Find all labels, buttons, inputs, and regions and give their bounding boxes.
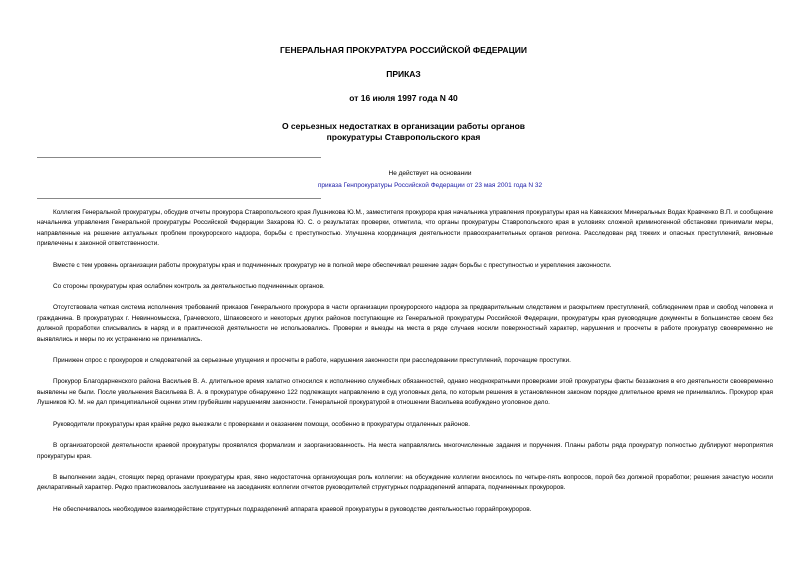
paragraph: Со стороны прокуратуры края ослаблен контроль за деятельностью подчиненных органов. <box>53 283 325 291</box>
document-date-number: от 16 июля 1997 года N 40 <box>349 93 458 103</box>
document-title <box>0 121 807 143</box>
paragraph: Вместе с тем уровень организации работы прокуратуры края и подчиненных прокуратур не в полной мере обеспечивал решение задач борьбы с преступностью и укрепления законности. <box>53 261 612 269</box>
paragraph: Руководители прокуратуры края крайне редко выезжали с проверками и оказанием помощи, особенно в прокуратуры отдаленных районов. <box>53 420 470 428</box>
paragraph: Коллегия Генеральной прокуратуры, обсудив отчеты прокурора Ставропольского края Лушникова Ю.М., заместителя прокурора края начальника управления прокуратуры края на Кавказских Минеральных Водах Кравченко В.П. и сообщение начальника управления Генеральной прокуратуры Российской Федерации Захарова Ю. С. о результатах проверки, отметила, что органы прокуратуры Ставропольского края в условиях сложной криминогенной обстановки принимали меры, направленные на решение актуальных проблем прокурорского надзора, борьбы с преступностью. Улучшена координация деятельности правоохранительных органов региона. Расследован ряд тяжких и опасных преступлений, виновные привлечены к законной ответственности. <box>37 209 773 248</box>
paragraph: Не обеспечивалось необходимое взаимодействие структурных подразделений аппарата краевой прокуратуры в руководстве деятельностью горрайпрокуроров. <box>53 505 532 513</box>
validity-status-link-wrap <box>280 182 580 189</box>
document-type: ПРИКАЗ <box>386 69 421 79</box>
paragraph: Прокурор Благодарненского района Васильев В. А. длительное время халатно относился к исполнению служебных обязанностей, однако неоднократными проверками этой прокуратуры факты беззакония в его деятельности своевременно выявлены не были. После увольнения Васильева В. А. в прокуратуре обнаружено 122 подлежащих направлению в суд уголовных дела, по которым решения в установленном законом порядке длительное время не принимались. Прокурор края Лушников Ю. М. не дал принципиальной оценки этим грубейшим нарушениям законности. Генеральной прокуратурой в отношении Васильева возбуждено уголовное дело. <box>37 378 773 407</box>
repeal-order-link[interactable]: приказа Генпрокуратуры Российской Федерации от 23 мая 2001 года N 32 <box>317 182 543 189</box>
paragraph: В выполнении задач, стоящих перед органами прокуратуры края, явно недостаточна организующая роль коллегии: на обсуждение коллегии вносилось по четыре-пять вопросов, порой без должной проработки; решения зачастую носили декларативный характер. Редко практиковалось заслушивание на заседаниях коллегии отчетов руководителей структурных подразделений аппарата, подчиненных прокуроров. <box>37 473 773 492</box>
issuing-organization: ГЕНЕРАЛЬНАЯ ПРОКУРАТУРА РОССИЙСКОЙ ФЕДЕРАЦИИ <box>280 45 527 55</box>
paragraph: Отсутствовала четкая система исполнения требований приказов Генерального прокурора в части организации прокурорского надзора за предварительным следствием и раскрытием преступлений, соблюдением прав и свобод человека и гражданина. В прокуратурах г. Невинномысска, Грачевского, Шпаковского и некоторых других районов поступающие из Генеральной прокуратуры Российской Федерации, прокуратуры края руководящие документы в большинстве своем без должной проработки списывались в наряд и в практической деятельности не использовались. Проверки и выезды на места в ряде случаев носили поверхностный характер, нарушения и просчеты в работе прокуратур своевременно не выявлялись и меры по их устранению не принимались. <box>37 304 773 343</box>
validity-status-text: Не действует на основании <box>388 170 472 177</box>
paragraph: Принижен спрос с прокуроров и следователей за серьезные упущения и просчеты в работе, нарушения законности при расследовании преступлений, порочащие проступки. <box>53 357 571 365</box>
divider-bottom <box>37 198 321 199</box>
document-title-line-2: прокуратуры Ставропольского края <box>326 132 481 142</box>
divider-top <box>37 157 321 158</box>
document-title-line-1: О серьезных недостатках в организации работы органов <box>281 121 526 131</box>
document-body <box>37 208 773 526</box>
paragraph: В организаторской деятельности краевой прокуратуры проявлялся формализм и заорганизованность. На места направлялись многочисленные задания и поручения. Планы работы ряда прокуратур полностью дублируют мероприятия прокуратуры края. <box>37 442 773 460</box>
